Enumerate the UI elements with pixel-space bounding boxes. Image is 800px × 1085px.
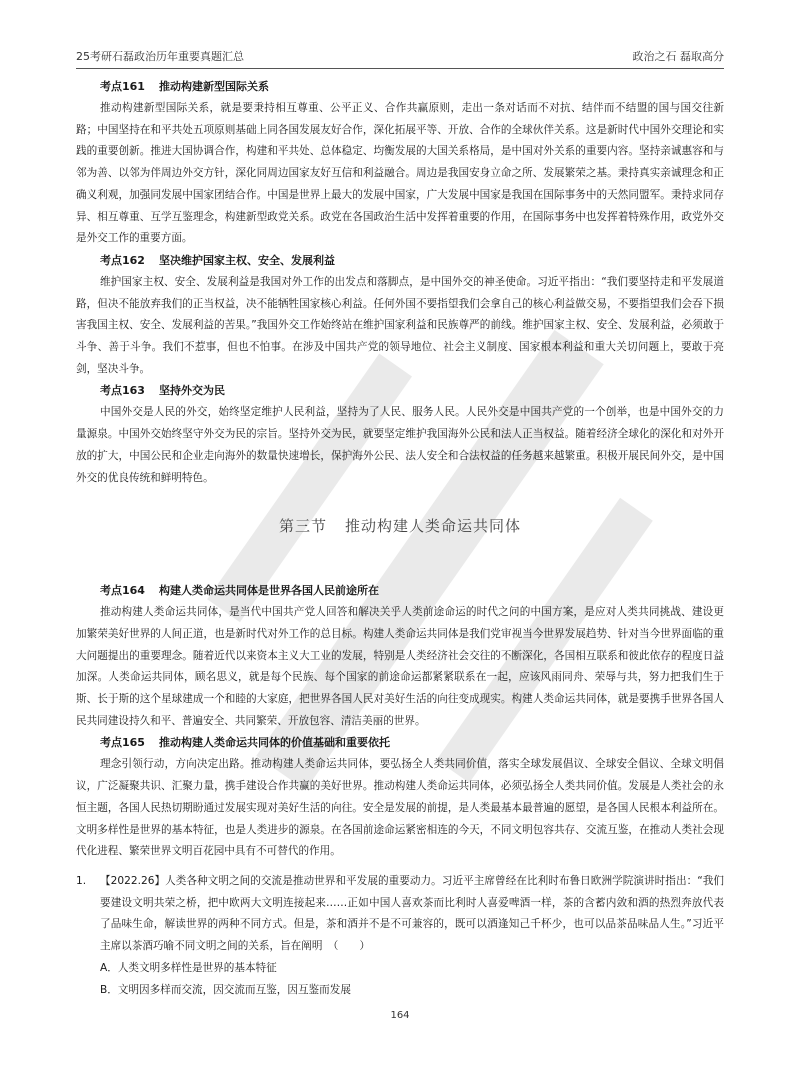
question-option-b: B．文明因多样而交流，因交流而互鉴，因互鉴而发展 xyxy=(100,983,351,996)
page-header xyxy=(76,46,724,66)
header-divider xyxy=(76,68,724,69)
kaodian-164-body: 推动构建人类命运共同体，是当代中国共产党人回答和解决关乎人类前途命运的时代之问的中国方案，是应对人类共同挑战、建设更加繁荣美好世界的人间正道，也是新时代对外工作的总目标。构建人类命运共同体是我们党审视当今世界发展趋势、针对当今世界面临的重大问题提出的重要理念。随着近代以来资本主义大工业的发展，特别是人类经济社会交往的不断深化，各国相互联系和彼此依存的程度日益加深。人类命运共同体，顾名思义，就是每个民族、每个国家的前途命运都紧紧联系在一起，应该风雨同舟、荣辱与共，努力把我们生于斯、长于斯的这个星球建成一个和睦的大家庭，把世界各国人民对美好生活的向往变成现实。构建人类命运共同体，就是要携手世界各国人民共同建设持久和平、普遍安全、共同繁荣、开放包容、清洁美丽的世界。 xyxy=(76,606,724,727)
page-content xyxy=(76,76,724,1001)
header-doc-title: 25考研石磊政治历年重要真题汇总 xyxy=(76,50,244,63)
question-stem xyxy=(100,871,724,958)
kaodian-161-title: 考点161 推动构建新型国际关系 xyxy=(100,80,269,93)
header-slogan: 政治之石 磊取高分 xyxy=(632,50,724,63)
question-option-a: A．人类文明多样性是世界的基本特征 xyxy=(100,961,277,974)
kaodian-164-title: 考点164 构建人类命运共同体是世界各国人民前途所在 xyxy=(100,584,379,598)
kaodian-165-title: 考点165 推动构建人类命运共同体的价值基础和重要依托 xyxy=(100,736,390,750)
question-tag: 【2022.26】 xyxy=(100,874,166,887)
question-number: 1. xyxy=(76,874,87,887)
question-1 xyxy=(76,871,724,958)
kaodian-161-body: 推动构建新型国际关系，就是要秉持相互尊重、公平正义、合作共赢原则，走出一条对话而不对抗、结伴而不结盟的国与国交往新路；中国坚持在和平共处五项原则基础上同各国发展友好合作，深化拓展平等、开放、合作的全球伙伴关系。这是新时代中国外交理论和实践的重要创新。推进大国协调合作，构建和平共处、总体稳定、均衡发展的大国关系格局，是中国对外关系的重要内容。坚持亲诚惠容和与邻为善、以邻为伴周边外交方针，深化同周边国家友好互信和利益融合。周边是我国安身立命之所、发展繁荣之基。秉持真实亲诚理念和正确义利观，加强同发展中国家团结合作。中国是世界上最大的发展中国家，广大发展中国家是我国在国际事务中的天然同盟军。秉持求同存异、相互尊重、互学互鉴理念，构建新型政党关系。政党在各国政治生活中发挥着重要的作用，在国际事务中也发挥着特殊作用，政党外交是外交工作的重要方面。 xyxy=(76,102,724,245)
kaodian-162-body: 维护国家主权、安全、发展利益是我国对外工作的出发点和落脚点，是中国外交的神圣使命。习近平指出：“我们要坚持走和平发展道路，但决不能放弃我们的正当权益，决不能牺牲国家核心利益。任何外国不要指望我们会拿自己的核心利益做交易，不要指望我们会吞下损害我国主权、安全、发展利益的苦果。”我国外交工作始终站在维护国家利益和民族尊严的前线。维护国家主权、安全、发展利益，必须敢于斗争、善于斗争。我们不惹事，但也不怕事。在涉及中国共产党的领导地位、社会主义制度、国家根本利益和重大关切问题上，要敢于亮剑，坚决斗争。 xyxy=(76,275,724,375)
kaodian-165-body: 理念引领行动，方向决定出路。推动构建人类命运共同体，要弘扬全人类共同价值，落实全球发展倡议、全球安全倡议、全球文明倡议，广泛凝聚共识、汇聚力量，携手建设合作共赢的美好世界。推动构建人类命运共同体，必须弘扬全人类共同价值。发展是人类社会的永恒主题，各国人民热切期盼通过发展实现对美好生活的向往。安全是发展的前提，是人类最基本最普遍的愿望，是各国人民根本利益所在。文明多样性是世界的基本特征，也是人类进步的源泉。在各国前途命运紧密相连的今天，不同文明包容共存、交流互鉴，在推动人类社会现代化进程、繁荣世界文明百花园中具有不可替代的作用。 xyxy=(76,758,724,858)
kaodian-162-title: 考点162 坚决维护国家主权、安全、发展利益 xyxy=(100,253,335,267)
question-text: 人类各种文明之间的交流是推动世界和平发展的重要动力。习近平主席曾经在比利时布鲁日欧洲学院演讲时指出：“我们要建设文明共荣之桥，把中欧两大文明连接起来……正如中国人喜欢茶而比利时人喜爱啤酒一样，茶的含蓄内敛和酒的热烈奔放代表了品味生命，解读世界的两种不同方式。但是，茶和酒并不是不可兼容的，既可以酒逢知己千杯少，也可以品茶品味品人生。”习近平主席以茶酒巧喻不同文明之间的关系，旨在阐明 （ ） xyxy=(100,874,724,953)
chapter-heading: 第三节 推动构建人类命运共同体 xyxy=(278,517,522,536)
kaodian-163-body: 中国外交是人民的外交，始终坚定维护人民利益，坚持为了人民、服务人民。人民外交是中国共产党的一个创举，也是中国外交的力量源泉。中国外交始终坚守外交为民的宗旨。坚持外交为民，就要坚定维护我国海外公民和法人正当权益。随着经济全球化的深化和对外开放的扩大，中国公民和企业走向海外的数量快速增长，保护海外公民、法人安全和合法权益的任务越来越繁重。积极开展民间外交，是中国外交的优良传统和鲜明特色。 xyxy=(76,406,724,484)
page-number: 164 xyxy=(390,1010,410,1021)
kaodian-163-title: 考点163 坚持外交为民 xyxy=(100,384,225,398)
